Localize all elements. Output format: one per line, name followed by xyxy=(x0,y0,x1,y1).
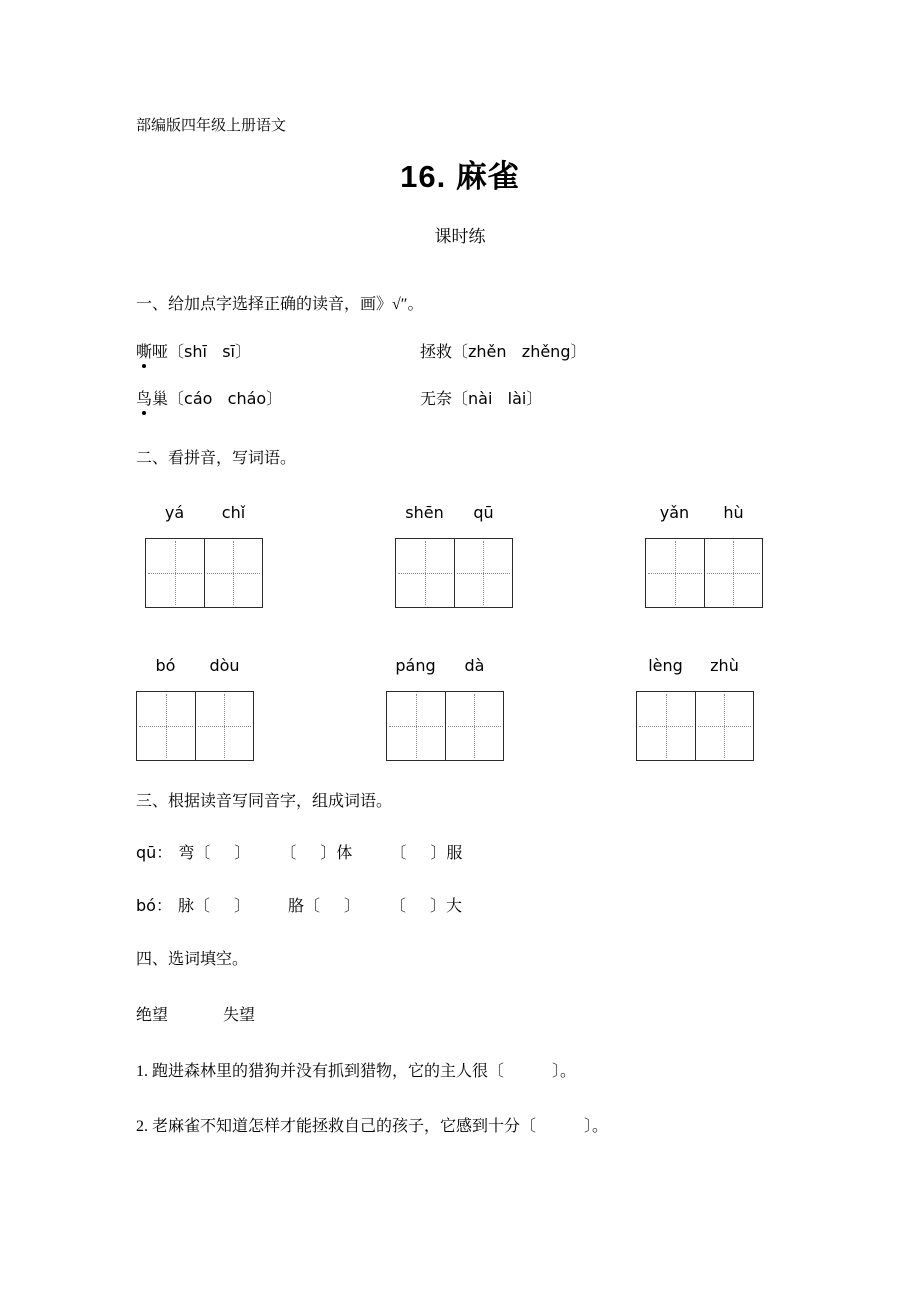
pinyin-options: 〔zhěn zhěng〕 xyxy=(452,341,587,361)
pinyin-pair xyxy=(395,503,513,524)
fill-blank-group: 〔 〕体 xyxy=(288,845,353,863)
pronunciation-item xyxy=(420,342,586,364)
pinyin-pair xyxy=(645,503,763,524)
grid-cell xyxy=(445,692,504,760)
dotted-char: 嘶 xyxy=(136,343,153,361)
word-bank-option: 失望 xyxy=(223,1006,256,1024)
pinyin-syllable: hù xyxy=(723,503,744,523)
pinyin-options: 〔nài lài〕 xyxy=(452,389,543,409)
grid-cell xyxy=(146,539,204,607)
writing-grid-unit xyxy=(136,656,254,761)
fill-blank-group: 〔 〕服 xyxy=(390,845,463,863)
section3-heading: 三、根据读音写同音字，组成词语。 xyxy=(136,792,393,810)
section1-heading: 一、给加点字选择正确的读音，画》√″。 xyxy=(136,295,424,313)
pinyin-pair xyxy=(386,656,504,677)
writing-grid xyxy=(395,538,513,608)
word-part: 哑 xyxy=(152,343,169,361)
grid-cell xyxy=(695,692,754,760)
homophone-line xyxy=(136,896,820,918)
pronunciation-item xyxy=(136,389,420,411)
pinyin-syllable: lèng xyxy=(648,655,683,675)
pinyin-pair xyxy=(636,656,754,677)
grid-cell xyxy=(137,692,195,760)
grid-cell xyxy=(454,539,513,607)
writing-grid-unit xyxy=(645,503,763,608)
pinyin-syllable: qū xyxy=(473,503,494,523)
writing-grid-unit xyxy=(636,656,754,761)
writing-grid-unit xyxy=(386,656,504,761)
pinyin-syllable: yá xyxy=(164,503,185,523)
writing-grid-unit xyxy=(395,503,513,608)
pinyin-label: bó： xyxy=(136,896,172,916)
fill-blank-group: 胳〔 〕 xyxy=(287,898,360,916)
page-subtitle: 课时练 xyxy=(434,226,486,246)
dotted-char: 鸟 xyxy=(136,391,153,409)
pinyin-pair xyxy=(145,503,263,524)
homophone-line xyxy=(136,843,820,865)
pronunciation-item xyxy=(420,389,542,411)
pinyin-syllable: chǐ xyxy=(221,503,246,523)
writing-grid-row xyxy=(136,656,820,761)
word-part: 拯救 xyxy=(420,343,453,361)
grid-cell xyxy=(637,692,695,760)
word-bank xyxy=(136,1006,820,1027)
pinyin-options: 〔shī sī〕 xyxy=(168,341,251,361)
pinyin-syllable: bó xyxy=(155,655,176,675)
fill-blank-group: 脉〔 〕 xyxy=(177,898,250,916)
word-part: 巢 xyxy=(152,391,169,409)
writing-grid xyxy=(645,538,763,608)
writing-grid-row xyxy=(145,503,820,608)
grid-cell xyxy=(704,539,763,607)
writing-grid xyxy=(136,691,254,761)
pinyin-options: 〔cáo cháo〕 xyxy=(168,389,283,409)
section2-heading: 二、看拼音，写词语。 xyxy=(136,450,297,468)
fill-blank-sentence: 2. 老麻雀不知道怎样才能拯救自己的孩子，它感到十分〔 〕。 xyxy=(136,1118,609,1136)
grid-cell xyxy=(195,692,254,760)
fill-blank-sentence: 1. 跑进森林里的猎狗并没有抓到猎物，它的主人很〔 〕。 xyxy=(136,1062,577,1080)
grid-cell xyxy=(204,539,263,607)
pinyin-syllable: shēn xyxy=(405,503,444,523)
writing-grid xyxy=(386,691,504,761)
pinyin-pair xyxy=(136,656,254,677)
pinyin-syllable: yǎn xyxy=(659,503,690,523)
word-bank-option: 绝望 xyxy=(136,1006,169,1024)
pinyin-syllable: páng xyxy=(395,655,436,675)
pinyin-label: qū： xyxy=(136,843,173,863)
pronunciation-item xyxy=(136,342,420,364)
writing-grid xyxy=(636,691,754,761)
worksheet-content xyxy=(136,295,820,1138)
page-title: 16. 麻雀 xyxy=(400,158,520,194)
fill-blank-group: 弯〔 〕 xyxy=(178,845,251,863)
writing-grid-unit xyxy=(145,503,263,608)
grid-cell xyxy=(387,692,445,760)
word-part: 无奈 xyxy=(420,391,453,409)
grid-cell xyxy=(396,539,454,607)
pinyin-syllable: dà xyxy=(464,655,485,675)
fill-blank-group: 〔 〕大 xyxy=(397,898,462,916)
grid-cell xyxy=(646,539,704,607)
pronunciation-row xyxy=(136,389,820,411)
section4-heading: 四、选词填空。 xyxy=(136,951,249,969)
doc-header: 部编版四年级上册语文 xyxy=(136,118,287,134)
pinyin-syllable: zhù xyxy=(710,655,739,675)
pronunciation-row xyxy=(136,342,820,364)
writing-grid xyxy=(145,538,263,608)
pinyin-syllable: dòu xyxy=(209,655,240,675)
